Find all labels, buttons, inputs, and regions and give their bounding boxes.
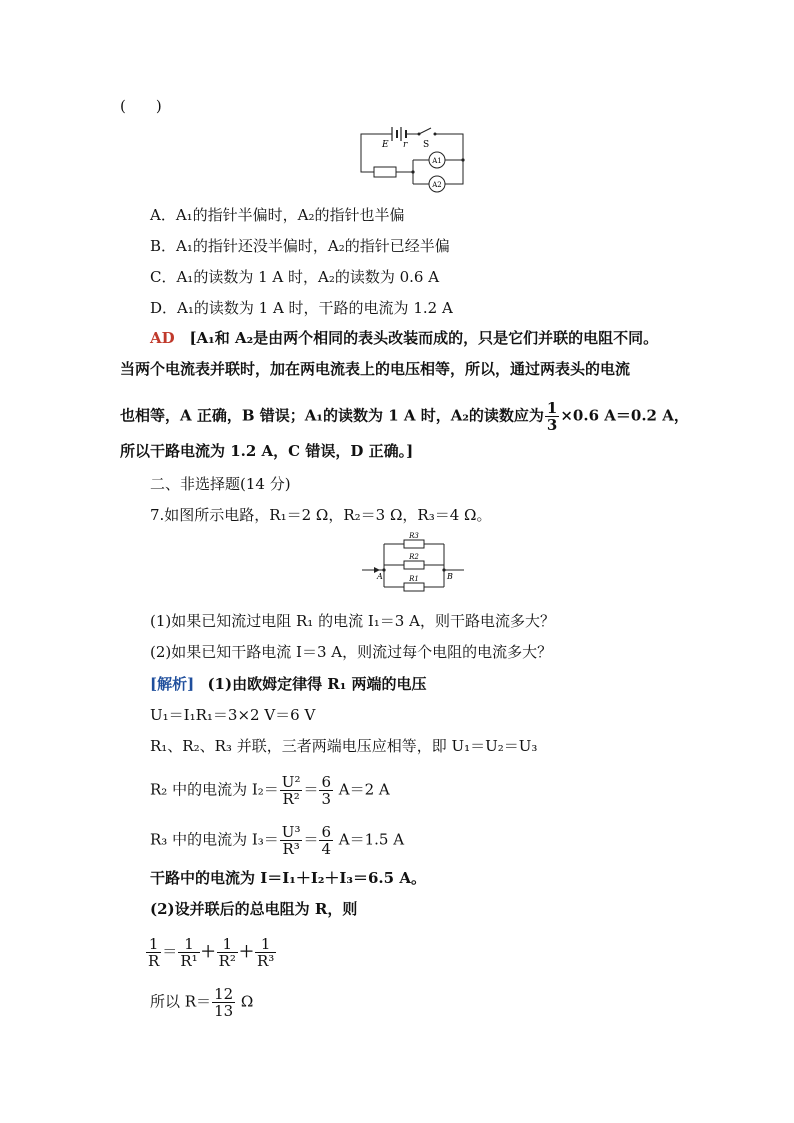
solution-tag: [解析] xyxy=(150,675,195,693)
option-a: A．A₁的指针半偏时，A₂的指针也半偏 xyxy=(150,206,405,224)
label-emf: E xyxy=(382,140,389,150)
label-switch: S xyxy=(423,140,430,150)
option-d: D．A₁的读数为 1 A 时，干路的电流为 1.2 A xyxy=(150,299,453,317)
explanation-line-3 xyxy=(120,400,689,433)
explanation-line-4: 所以干路电流为 1.2 A，C 错误，D 正确。] xyxy=(120,442,414,460)
circuit-diagram-ammeters xyxy=(355,122,470,197)
solution-line-2: U₁＝I₁R₁＝3×2 V＝6 V xyxy=(150,706,316,724)
fraction-one-third: $\frac{1}{3}$ xyxy=(546,399,558,434)
label-r3: R3 xyxy=(409,532,419,540)
q7-stem: 7.如图所示电路，R₁＝2 Ω，R₂＝3 Ω，R₃＝4 Ω。 xyxy=(150,506,492,524)
solution-line-4: R₂ 中的电流为 I₂＝ $\frac{\text{U²}}{\text{R²}}$ ＝ $\frac{6}{3}$ A＝2 A xyxy=(150,773,390,808)
option-c: C．A₁的读数为 1 A 时，A₂的读数为 0.6 A xyxy=(150,268,440,286)
label-r2: R2 xyxy=(409,553,419,561)
solution-line-6: 干路中的电流为 I＝I₁＋I₂＋I₃＝6.5 A。 xyxy=(150,869,426,887)
label-internal-r: r xyxy=(403,140,408,150)
explanation-line-2: 当两个电流表并联时，加在两电流表上的电压相等，所以，通过两表头的电流 xyxy=(120,360,631,378)
option-b: B．A₁的指针还没半偏时，A₂的指针已经半偏 xyxy=(150,237,450,255)
explanation-line-1: [A₁和 A₂是由两个相同的表头改装而成的，只是它们并联的电阻不同。 xyxy=(189,329,659,347)
answer-key: AD xyxy=(150,329,175,347)
solution-line-5: R₃ 中的电流为 I₃＝ $\frac{\text{U³}}{\text{R³}}$ ＝ $\frac{6}{4}$ A＝1.5 A xyxy=(150,823,405,858)
solution-line-9: 所以 R＝ $\frac{12}{13}$ Ω xyxy=(150,985,254,1020)
label-node-a: A xyxy=(377,572,383,581)
label-ammeter-2: A2 xyxy=(432,181,442,189)
solution-line-3: R₁、R₂、R₃ 并联，三者两端电压应相等，即 U₁＝U₂＝U₃ xyxy=(150,737,538,755)
solution-line-1: (1)由欧姆定律得 R₁ 两端的电压 xyxy=(207,675,427,693)
label-ammeter-1: A1 xyxy=(432,157,442,165)
section-heading: 二、非选择题(14 分) xyxy=(150,475,291,493)
circuit-diagram-resistors xyxy=(360,532,470,594)
answer-parentheses: ( ) xyxy=(120,97,162,115)
q7-part-1: (1)如果已知流过电阻 R₁ 的电流 I₁＝3 A，则干路电流多大？ xyxy=(150,612,555,630)
label-r1: R1 xyxy=(409,575,419,583)
explanation-line-3-a: 也相等，A 正确，B 错误；A₁的读数为 1 A 时，A₂的读数应为 xyxy=(120,406,544,425)
solution-line-7: (2)设并联后的总电阻为 R，则 xyxy=(150,900,358,918)
explanation-line-3-b: ×0.6 A＝0.2 A， xyxy=(560,406,689,425)
q7-part-2: (2)如果已知干路电流 I＝3 A，则流过每个电阻的电流多大？ xyxy=(150,643,553,661)
label-node-b: B xyxy=(447,572,453,581)
solution-line-8: $\frac{1}{R}$ ＝ $\frac{1}{\text{R¹}}$ ＋ $\frac{1}{\text{R²}}$ ＋ $\frac{1}{\text{R³}}$ xyxy=(148,935,275,970)
